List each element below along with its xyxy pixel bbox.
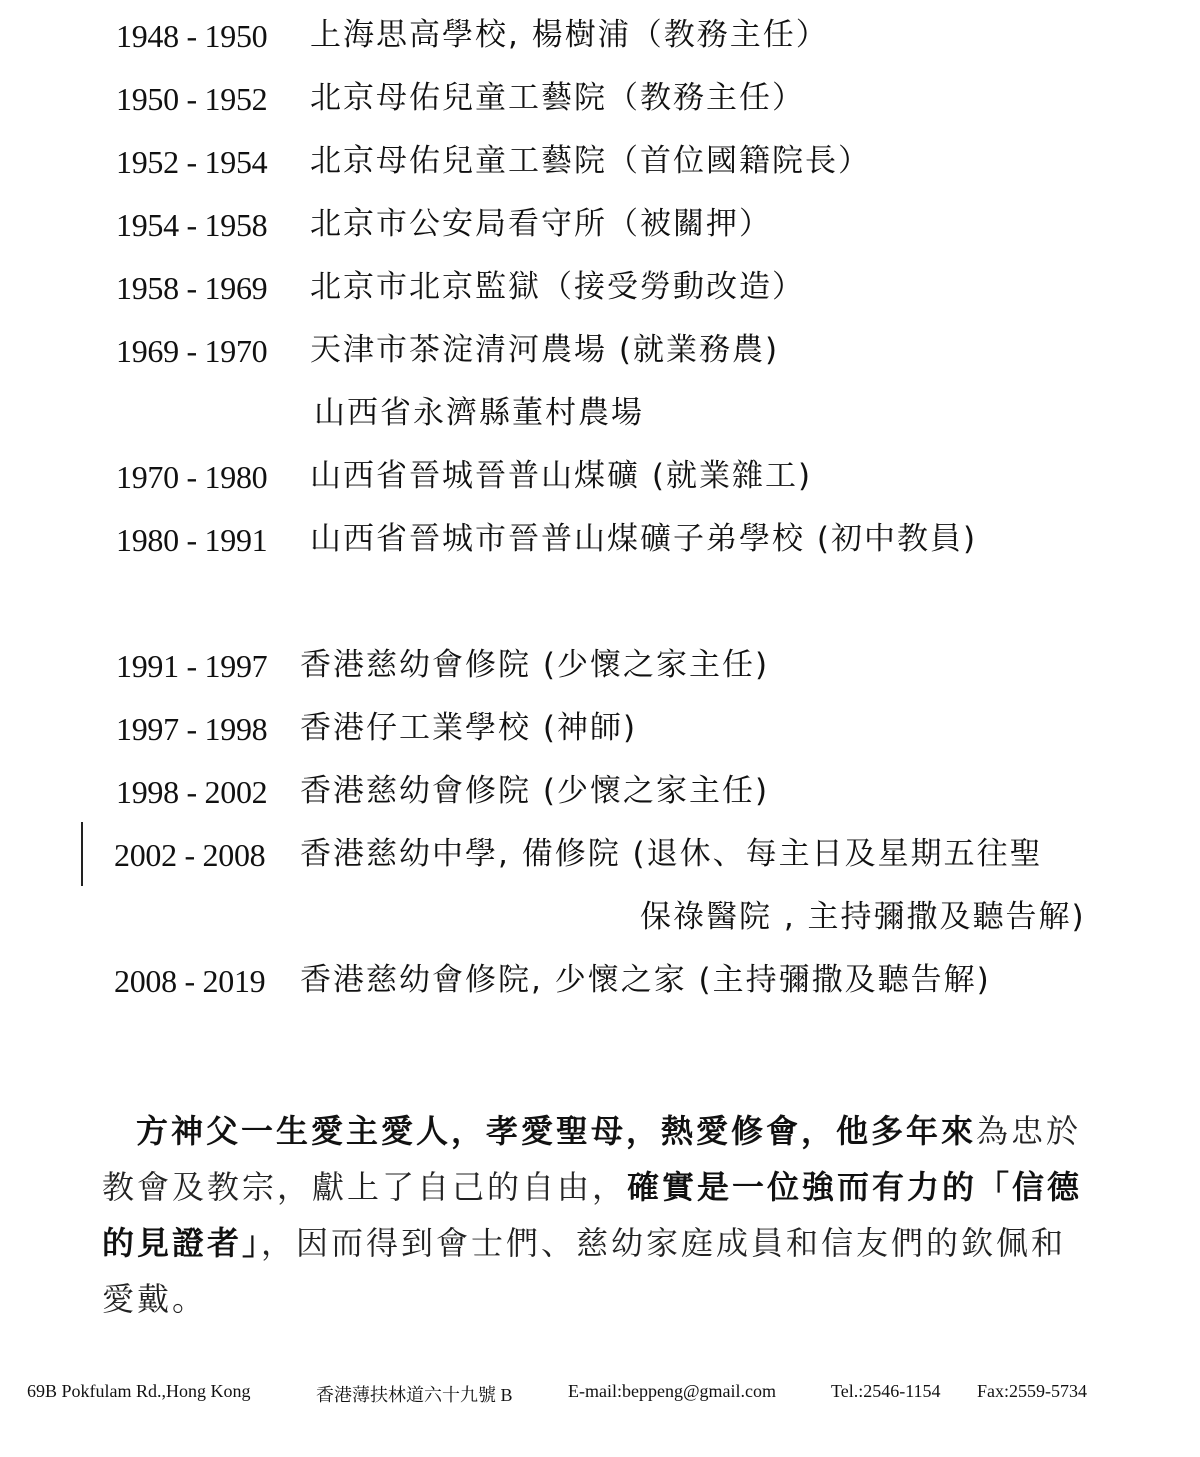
footer-address-zh: 香港薄扶林道六十九號 B <box>316 1385 513 1405</box>
timeline-years: 2008 - 2019 <box>114 963 266 999</box>
timeline-description: 北京母佑兒童工藝院（首位國籍院長） <box>310 143 871 179</box>
timeline-description: 山西省晉城市晉普山煤礦子弟學校 (初中教員) <box>310 521 978 557</box>
tribute-text-bold: 方神父一生愛主愛人，孝愛聖母，熱愛修會，他多年來 <box>136 1112 977 1150</box>
timeline-years: 1969 - 1970 <box>116 333 268 369</box>
timeline-description: 天津市茶淀清河農場 (就業務農) <box>310 332 780 368</box>
tribute-line <box>102 1103 1114 1159</box>
tribute-text-bold: 的見證者」 <box>102 1224 262 1262</box>
tribute-text: ，因而得到會士們、慈幼家庭成員和信友們的欽佩和 <box>261 1224 1067 1262</box>
timeline-description-continuation: 山西省永濟縣董村農場 <box>314 395 644 431</box>
timeline-description: 香港仔工業學校 (神師) <box>300 710 638 746</box>
footer-tel: Tel.:2546-1154 <box>831 1381 941 1401</box>
timeline-description-continuation: 保祿醫院 , 主持彌撒及聽告解) <box>640 899 1086 935</box>
timeline-years: 1954 - 1958 <box>116 207 268 243</box>
footer-fax: Fax:2559-5734 <box>977 1381 1087 1401</box>
footer-address-en: 69B Pokfulam Rd.,Hong Kong <box>27 1381 251 1401</box>
tribute-paragraph <box>102 1103 1114 1327</box>
footer-email: E-mail:beppeng@gmail.com <box>568 1381 777 1401</box>
timeline-description: 香港慈幼會修院 (少懷之家主任) <box>300 647 770 683</box>
timeline-years: 1958 - 1969 <box>116 270 268 306</box>
timeline-years: 1997 - 1998 <box>116 711 268 747</box>
tribute-line <box>102 1271 1114 1327</box>
page-footer <box>0 1381 1200 1403</box>
timeline-description: 北京市北京監獄（接受勞動改造） <box>310 269 805 305</box>
timeline-years: 1991 - 1997 <box>116 648 268 684</box>
tribute-text: 為忠於 <box>976 1112 1082 1150</box>
timeline-description: 山西省晉城晉普山煤礦 (就業雜工) <box>310 458 813 494</box>
revision-bar <box>81 822 83 886</box>
timeline-description: 香港慈幼中學, 備修院 (退休、每主日及星期五往聖 <box>300 836 1043 872</box>
tribute-line <box>102 1215 1114 1271</box>
timeline-years: 1948 - 1950 <box>116 18 268 54</box>
timeline-description: 香港慈幼會修院, 少懷之家 (主持彌撒及聽告解) <box>300 962 991 998</box>
timeline-description: 北京市公安局看守所（被關押） <box>310 206 772 242</box>
timeline-description: 北京母佑兒童工藝院（教務主任） <box>310 80 805 116</box>
timeline-years: 2002 - 2008 <box>114 837 266 873</box>
tribute-text: 教會及教宗，獻上了自己的自由， <box>102 1168 628 1206</box>
timeline-description: 上海思高學校, 楊樹浦（教務主任） <box>310 17 829 53</box>
tribute-line <box>102 1159 1114 1215</box>
timeline-years: 1970 - 1980 <box>116 459 268 495</box>
timeline-years: 1952 - 1954 <box>116 144 268 180</box>
timeline-years: 1998 - 2002 <box>116 774 268 810</box>
timeline-years: 1980 - 1991 <box>116 522 268 558</box>
timeline-description: 香港慈幼會修院 (少懷之家主任) <box>300 773 770 809</box>
timeline-years: 1950 - 1952 <box>116 81 268 117</box>
tribute-text: 愛戴。 <box>102 1280 208 1318</box>
tribute-text-bold: 確實是一位強而有力的「信德 <box>627 1168 1083 1206</box>
